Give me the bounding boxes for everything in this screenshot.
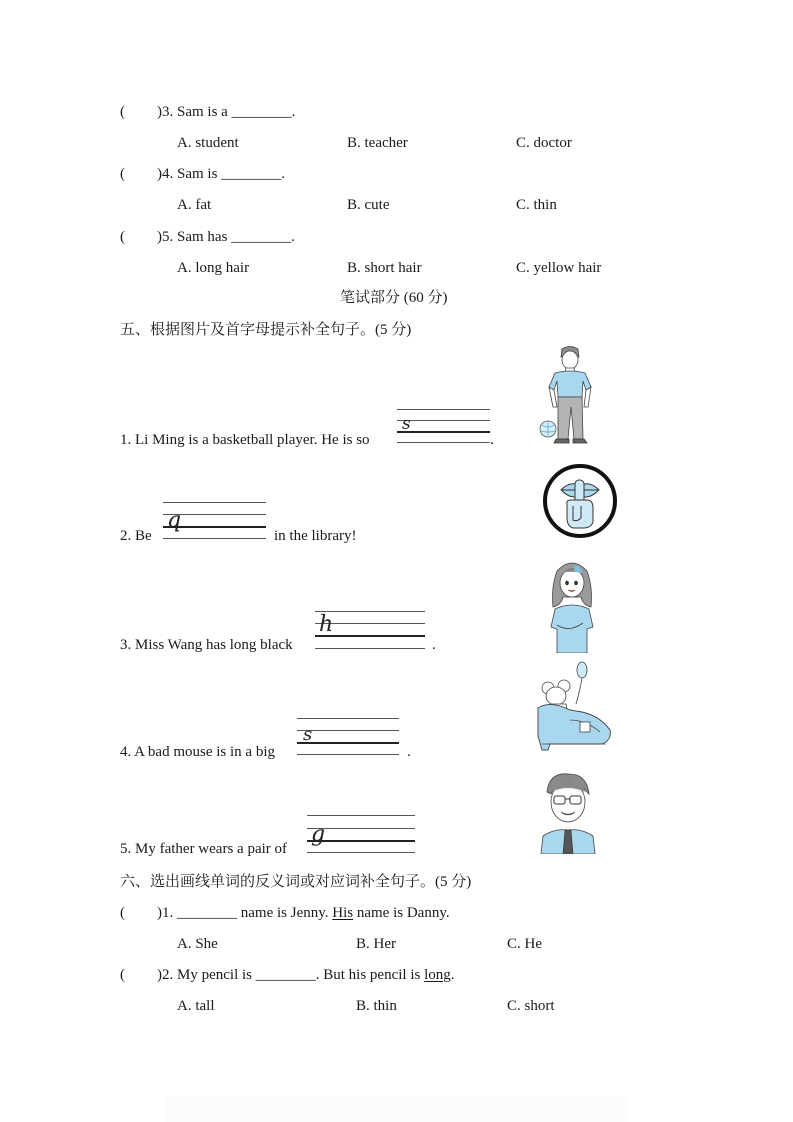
question-stem: )1. ________ name is Jenny. His name is Danny.: [157, 905, 450, 921]
hint-letter: s: [303, 724, 313, 745]
option-c[interactable]: C. He: [507, 936, 542, 952]
mouse-in-shoe-image: [530, 660, 614, 756]
quiet-sign-image: [541, 462, 619, 540]
sentence-after: .: [490, 432, 494, 448]
section-5-title: 五、根据图片及首字母提示补全句子。(5 分): [120, 322, 412, 338]
hint-letter: s: [402, 414, 411, 434]
answer-bracket[interactable]: (: [120, 967, 125, 983]
question-stem: )2. My pencil is ________. But his pencil is long.: [157, 967, 455, 983]
sentence-after: .: [432, 637, 436, 653]
sentence-after: in the library!: [274, 528, 357, 544]
option-c[interactable]: C. short: [507, 998, 555, 1014]
sentence-before: 5. My father wears a pair of: [120, 841, 288, 857]
hint-letter: h: [319, 612, 334, 637]
sentence-before: 1. Li Ming is a basketball player. He is so: [120, 432, 370, 448]
option-a[interactable]: A. tall: [177, 998, 215, 1014]
four-line-grid[interactable]: [307, 815, 415, 853]
written-part-title: 笔试部分 (60 分): [340, 290, 448, 306]
option-b[interactable]: B. teacher: [347, 135, 408, 151]
four-line-grid[interactable]: [315, 611, 425, 649]
girl-long-hair-image: [543, 557, 601, 653]
hint-letter: g: [311, 822, 326, 847]
option-a[interactable]: A. fat: [177, 197, 212, 213]
four-line-grid[interactable]: [397, 409, 490, 443]
option-a[interactable]: A. She: [177, 936, 218, 952]
section-6-title: 六、选出画线单词的反义词或对应词补全句子。(5 分): [120, 874, 472, 890]
answer-bracket[interactable]: (: [120, 229, 125, 245]
question-stem: )5. Sam has ________.: [157, 229, 295, 245]
four-line-grid[interactable]: [163, 502, 266, 539]
answer-bracket[interactable]: (: [120, 104, 125, 120]
man-with-glasses-image: [537, 770, 599, 854]
option-a[interactable]: A. student: [177, 135, 239, 151]
option-c[interactable]: C. yellow hair: [516, 260, 602, 276]
option-c[interactable]: C. thin: [516, 197, 557, 213]
four-line-grid[interactable]: [297, 718, 399, 755]
sentence-before: 4. A bad mouse is in a big: [120, 744, 275, 760]
footer-band: [166, 1096, 628, 1122]
option-b[interactable]: B. Her: [356, 936, 396, 952]
question-stem: )4. Sam is ________.: [157, 166, 285, 182]
question-stem: )3. Sam is a ________.: [157, 104, 296, 120]
option-c[interactable]: C. doctor: [516, 135, 572, 151]
hint-letter: q: [167, 508, 182, 533]
sentence-after: .: [407, 744, 411, 760]
sentence-before: 3. Miss Wang has long black: [120, 637, 293, 653]
sentence-before: 2. Be: [120, 528, 152, 544]
underlined-word: long: [424, 967, 451, 983]
tall-man-with-ball-image: [535, 345, 605, 445]
underlined-word: His: [332, 905, 354, 921]
option-b[interactable]: B. thin: [356, 998, 397, 1014]
option-b[interactable]: B. short hair: [347, 260, 422, 276]
option-b[interactable]: B. cute: [347, 197, 390, 213]
answer-bracket[interactable]: (: [120, 905, 125, 921]
answer-bracket[interactable]: (: [120, 166, 125, 182]
option-a[interactable]: A. long hair: [177, 260, 250, 276]
